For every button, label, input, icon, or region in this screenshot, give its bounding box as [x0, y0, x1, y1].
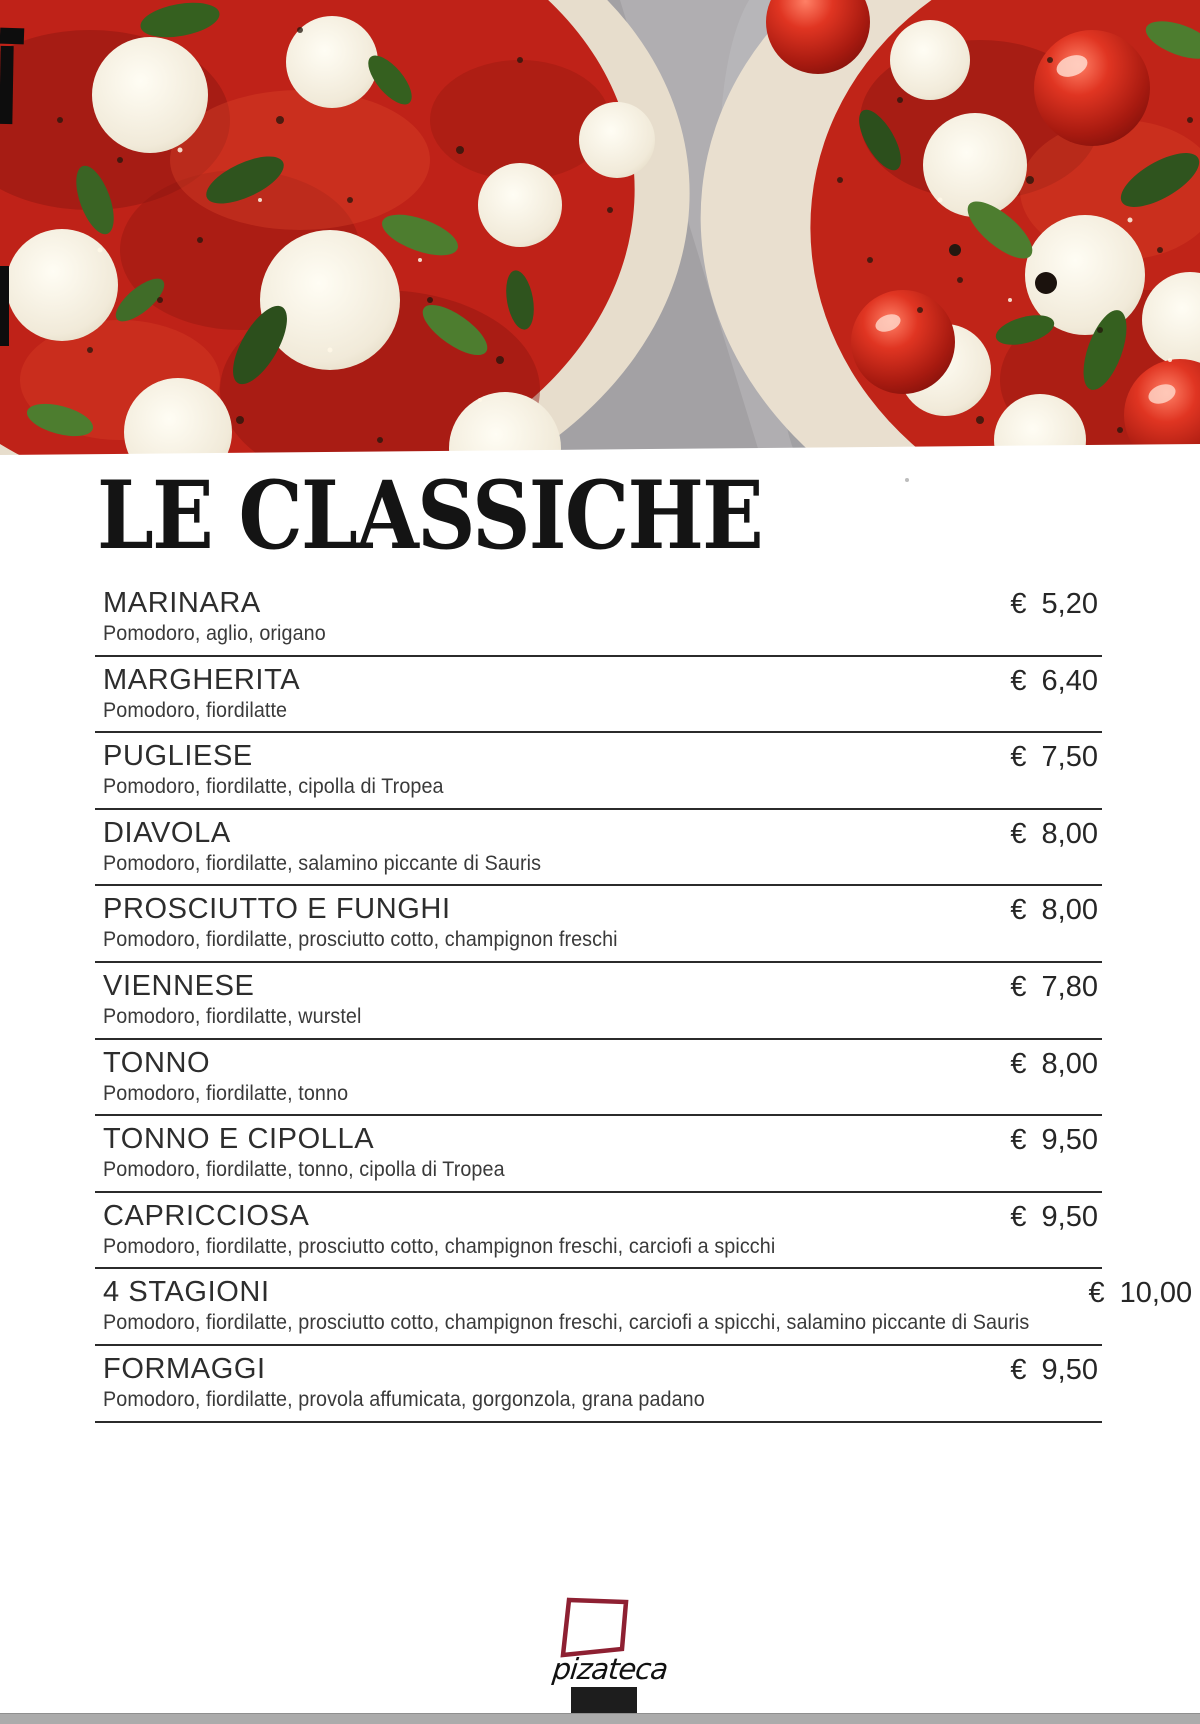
item-info	[103, 1048, 364, 1106]
item-name: VIENNESE	[103, 969, 255, 1002]
item-info	[103, 1277, 1088, 1335]
item-description: Pomodoro, fiordilatte, wurstel	[103, 1004, 362, 1028]
price-amount: 5,20	[1041, 588, 1098, 620]
black-olive	[949, 244, 961, 256]
brand-footer	[530, 1588, 690, 1720]
item-price	[1010, 819, 1102, 850]
price-amount: 7,80	[1041, 970, 1098, 1003]
item-description: Pomodoro, fiordilatte, salamino piccante di Sauris	[103, 851, 542, 875]
item-info	[103, 1201, 818, 1259]
item-price	[1010, 1202, 1102, 1233]
item-description: Pomodoro, fiordilatte, prosciutto cotto, champignon freschi	[103, 928, 618, 952]
menu-item	[95, 1193, 1102, 1270]
currency-symbol: €	[1010, 817, 1027, 850]
item-price	[1010, 1049, 1102, 1080]
item-name: DIAVOLA	[103, 816, 231, 849]
item-price	[1010, 1355, 1102, 1386]
item-description: Pomodoro, fiordilatte, prosciutto cotto, champignon freschi, carciofi a spicchi	[103, 1234, 776, 1258]
currency-symbol: €	[1010, 1047, 1027, 1080]
item-name: MARINARA	[103, 587, 261, 619]
scan-artifact	[0, 266, 9, 346]
menu-item	[95, 810, 1102, 887]
currency-symbol: €	[1010, 1200, 1027, 1233]
currency-symbol: €	[1010, 1353, 1027, 1386]
item-description: Pomodoro, fiordilatte, provola affumicata, gorgonzola, grana padano	[103, 1387, 705, 1411]
currency-symbol: €	[1088, 1277, 1105, 1310]
menu-item	[95, 886, 1102, 963]
item-price	[1010, 972, 1102, 1003]
item-name: 4 STAGIONI	[103, 1276, 270, 1309]
item-description: Pomodoro, aglio, origano	[103, 622, 326, 645]
menu-item	[95, 1269, 1193, 1346]
price-amount: 9,50	[1041, 1353, 1098, 1386]
menu-list	[95, 580, 1193, 1423]
currency-symbol: €	[1010, 970, 1027, 1003]
pizza-photo	[0, 0, 1200, 455]
menu-item	[95, 1116, 1102, 1193]
scan-artifact	[905, 478, 909, 482]
price-amount: 8,00	[1041, 894, 1098, 927]
section-title: LE CLASSICHE	[97, 461, 763, 571]
menu-item	[95, 1346, 1102, 1423]
scan-artifact	[0, 28, 24, 45]
brand-logo-block	[571, 1687, 637, 1713]
black-olive	[1035, 272, 1057, 294]
item-description: Pomodoro, fiordilatte	[103, 698, 288, 722]
price-amount: 8,00	[1041, 1047, 1098, 1080]
item-description: Pomodoro, fiordilatte, tonno, cipolla di Tropea	[103, 1158, 505, 1182]
item-info	[103, 971, 378, 1029]
item-price	[1010, 589, 1102, 620]
price-amount: 7,50	[1041, 741, 1098, 774]
item-name: TONNO E CIPOLLA	[103, 1123, 375, 1156]
item-info	[103, 665, 300, 723]
item-price	[1010, 1125, 1102, 1156]
item-info	[103, 1354, 743, 1412]
price-amount: 9,50	[1041, 1200, 1098, 1233]
currency-symbol: €	[1010, 664, 1027, 697]
price-amount: 9,50	[1041, 1124, 1098, 1157]
item-name: TONNO	[103, 1046, 211, 1079]
item-name: CAPRICCIOSA	[103, 1199, 310, 1232]
item-price	[1010, 895, 1102, 926]
menu-item	[95, 963, 1102, 1040]
pizza-photo-illustration	[0, 0, 1200, 455]
item-price	[1010, 742, 1102, 773]
currency-symbol: €	[1010, 1124, 1027, 1157]
price-amount: 6,40	[1041, 664, 1098, 697]
menu-item	[95, 580, 1102, 657]
item-description: Pomodoro, fiordilatte, prosciutto cotto, champignon freschi, carciofi a spicchi, salamino piccante di Sauris	[103, 1311, 1030, 1335]
item-info	[103, 818, 569, 876]
item-info	[103, 588, 340, 646]
price-amount: 10,00	[1119, 1277, 1193, 1310]
scan-bottom-bar	[0, 1713, 1200, 1724]
pizza-left	[0, 0, 712, 455]
scan-artifact	[0, 46, 14, 124]
brand-logo-square	[530, 1588, 690, 1658]
item-name: FORMAGGI	[103, 1352, 266, 1385]
price-amount: 8,00	[1041, 817, 1098, 850]
currency-symbol: €	[1010, 894, 1027, 927]
item-name: PROSCIUTTO E FUNGHI	[103, 893, 451, 926]
item-info	[103, 1124, 530, 1182]
menu-item	[95, 733, 1102, 810]
item-name: MARGHERITA	[103, 663, 301, 696]
menu-item	[95, 657, 1102, 734]
item-name: PUGLIESE	[103, 740, 253, 773]
item-description: Pomodoro, fiordilatte, cipolla di Tropea	[103, 775, 444, 799]
currency-symbol: €	[1010, 741, 1027, 774]
item-info	[103, 894, 651, 952]
item-price	[1088, 1278, 1196, 1309]
item-price	[1010, 666, 1102, 697]
currency-symbol: €	[1010, 588, 1027, 620]
item-description: Pomodoro, fiordilatte, tonno	[103, 1081, 349, 1105]
brand-wordmark: pizateca	[551, 1652, 669, 1686]
item-info	[103, 741, 465, 799]
menu-item	[95, 1040, 1102, 1117]
